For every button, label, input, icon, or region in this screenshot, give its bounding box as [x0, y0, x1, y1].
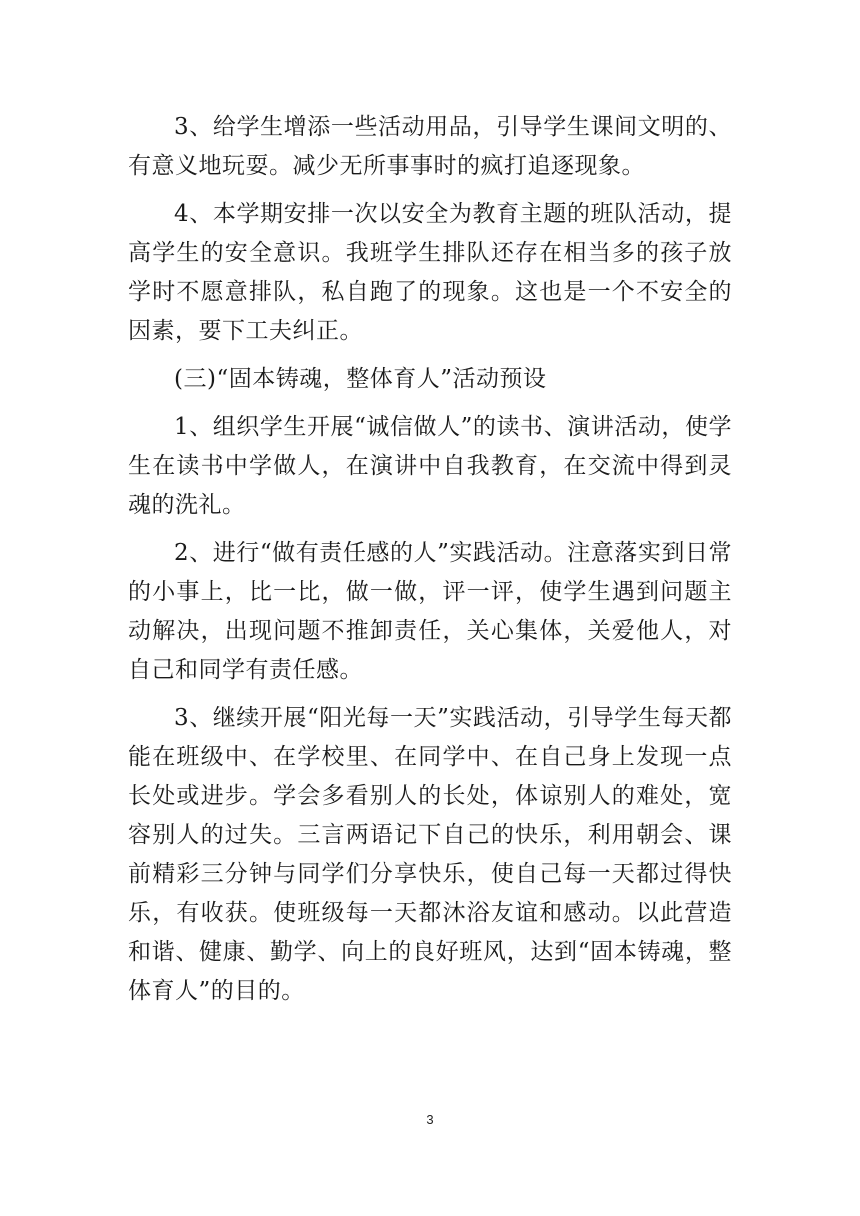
paragraph-item-4-safety-activity: 4、本学期安排一次以安全为教育主题的班队活动，提高学生的安全意识。我班学生排队还存在相当多的孩子放学时不愿意排队，私自跑了的现象。这也是一个不安全的因素，要下工夫纠正。	[128, 201, 732, 344]
paragraph-item-3-activity-supplies: 3、给学生增添一些活动用品，引导学生课间文明的、有意义地玩耍。减少无所事事时的疯打追逐现象。	[128, 114, 732, 179]
paragraph-item-1-honesty: 1、组织学生开展“诚信做人”的读书、演讲活动，使学生在读书中学做人，在演讲中自我教育，在交流中得到灵魂的洗礼。	[128, 414, 732, 518]
document-body	[128, 108, 732, 1020]
paragraph-item-2-responsibility: 2、进行“做有责任感的人”实践活动。注意落实到日常的小事上，比一比，做一做，评一评，使学生遇到问题主动解决，出现问题不推卸责任，关心集体，关爱他人，对自己和同学有责任感。	[128, 540, 732, 683]
page-number: 3	[426, 1112, 434, 1127]
paragraph-item-3-sunshine: 3、继续开展“阳光每一天”实践活动，引导学生每天都能在班级中、在学校里、在同学中、在自己身上发现一点长处或进步。学会多看别人的长处，体谅别人的难处，宽容别人的过失。三言两语记下自己的快乐，利用朝会、课前精彩三分钟与同学们分享快乐，使自己每一天都过得快乐，有收获。使班级每一天都沐浴友谊和感动。以此营造和谐、健康、勤学、向上的良好班风，达到“固本铸魂，整体育人”的目的。	[128, 705, 732, 1004]
section-heading-3: (三)“固本铸魂，整体育人”活动预设	[174, 366, 547, 392]
